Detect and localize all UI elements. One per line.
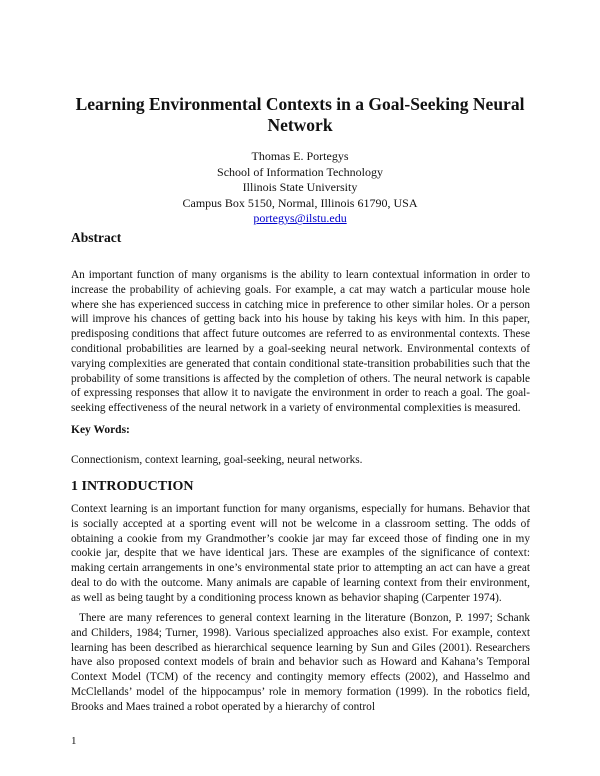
introduction-paragraph-1: Context learning is an important function for many organisms, especially for humans. Behavior that is socially accepted at a sporting event will not be welcome in a classroom setting. The odds of obtaining a cookie from my Grandmother’s cookie jar may far exceed those of finding one in my cookie jar, despite that we have identical jars. These are examples of the significance of context: making certain arrangements in one’s environmental state prior to attempting an act can have a great deal to do with the outcome. Many animals are capable of learning context from their environment, as well as being taught by a conditioning process known as behavior shaping (Carpenter 1974).: [71, 503, 530, 604]
author-name: Thomas E. Portegys: [251, 149, 349, 163]
author-block: [100, 149, 500, 227]
introduction-heading: 1 INTRODUCTION: [71, 479, 194, 494]
author-department: School of Information Technology: [217, 164, 383, 179]
author-email-link[interactable]: portegys@ilstu.edu: [253, 211, 347, 226]
keywords-heading: Key Words:: [71, 424, 130, 436]
author-address: Campus Box 5150, Normal, Illinois 61790, USA: [182, 195, 418, 210]
keywords-text: Connectionism, context learning, goal-seeking, neural networks.: [71, 454, 363, 466]
page-number: 1: [71, 735, 77, 747]
abstract-heading: Abstract: [71, 230, 122, 245]
paper-title: Learning Environmental Contexts in a Goal-Seeking Neural Network: [75, 94, 525, 135]
introduction-paragraph-2: There are many references to general context learning in the literature (Bonzon, P. 1997; Schank and Childers, 1984; Turner, 1998). Various specialized approaches also exist. For example, context learning has been described as hierarchical sequence learning by Sun and Giles (2001). Researchers have also proposed context models of brain and behavior such as Howard and Kahana’s Temporal Context Model (TCM) of the recency and contingity memory effects (2002), and Hasselmo and McClellands’ model of the hippocampus’ role in memory formation (1999). In the robotics field, Brooks and Maes trained a robot operated by a hierarchy of control: [71, 612, 530, 713]
abstract-text: An important function of many organisms is the ability to learn contextual information in order to increase the probability of achieving goals. For example, a cat may watch a particular mouse hole where she has experienced success in catching mice in preference to other similar holes. Or a person will improve his chances of getting back into his house by taking his keys with him. In this paper, predisposing conditions that affect future outcomes are referred to as environmental contexts. These conditional probabilities are learned by a goal-seeking neural network. Environmental contexts of varying complexities are generated that contain conditional state-transition probabilities such that the probability of some transitions is affected by the completion of others. The neural network is capable of expressing responses that allow it to navigate the environment in order to reach a goal. The goal-seeking effectiveness of the neural network in a variety of environmental complexities is measured.: [71, 269, 530, 415]
author-university: Illinois State University: [242, 180, 358, 195]
